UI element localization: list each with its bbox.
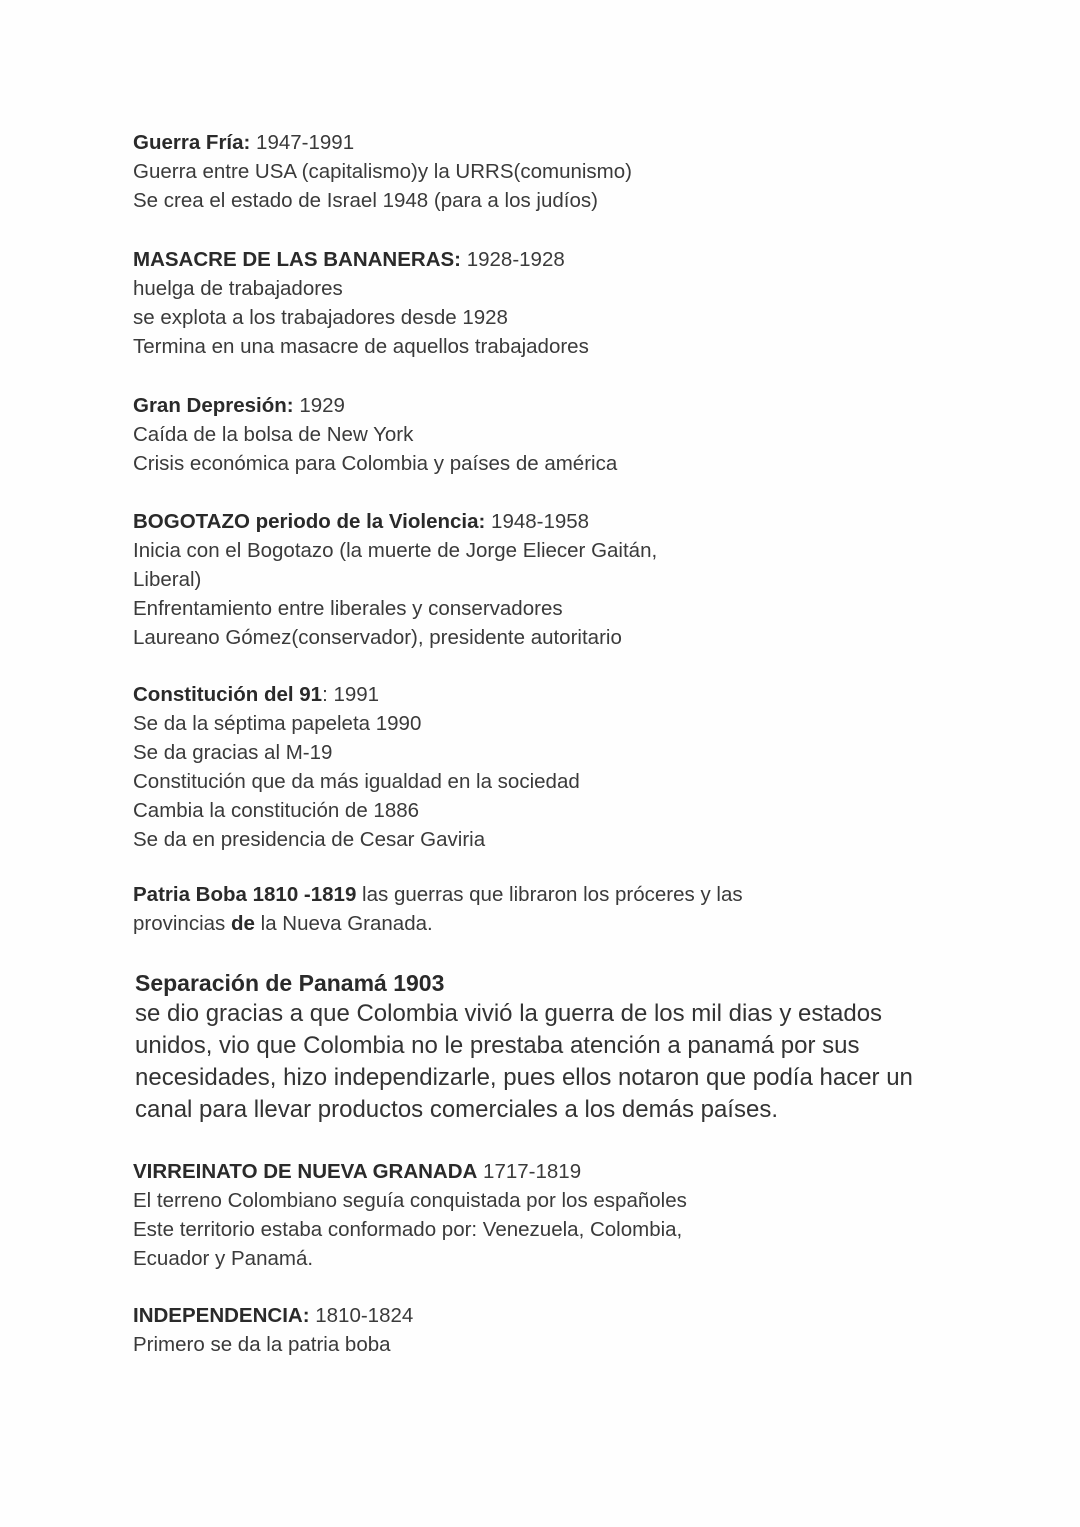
text-line: Ecuador y Panamá. [133, 1247, 314, 1270]
text-line: El terreno Colombiano seguía conquistada por los españoles [133, 1189, 687, 1212]
text-span: provincias [133, 912, 231, 935]
text-line: unidos, vio que Colombia no le prestaba atención a panamá por sus [135, 1032, 860, 1059]
heading-dates: 1810-1824 [309, 1304, 414, 1327]
section-gran-depresion [133, 391, 617, 478]
text-line [133, 909, 743, 938]
section-heading [133, 128, 632, 157]
text-line: Se crea el estado de Israel 1948 (para a los judíos) [133, 189, 598, 212]
section-guerra-fria [133, 128, 632, 215]
section-virreinato [133, 1157, 687, 1273]
text-line: Cambia la constitución de 1886 [133, 799, 420, 822]
text-line: Termina en una masacre de aquellos trabajadores [133, 335, 589, 358]
section-heading [133, 391, 617, 420]
text-line: se explota a los trabajadores desde 1928 [133, 306, 508, 329]
heading-bold: Gran Depresión: [133, 394, 294, 417]
section-bogotazo [133, 507, 657, 652]
section-masacre-bananeras [133, 245, 589, 361]
text-line: se dio gracias a que Colombia vivió la guerra de los mil dias y estados [135, 1000, 883, 1027]
section-independencia [133, 1301, 413, 1359]
heading-bold: Constitución del 91 [133, 683, 323, 706]
section-separacion-panama [135, 968, 913, 1126]
text-line: Constitución que da más igualdad en la sociedad [133, 770, 580, 793]
heading-bold: BOGOTAZO periodo de la Violencia: [133, 510, 486, 533]
text-line: necesidades, hizo independizarle, pues ellos notaron que podía hacer un [135, 1064, 913, 1091]
section-heading [133, 1301, 413, 1330]
text-line: Este territorio estaba conformado por: Venezuela, Colombia, [133, 1218, 683, 1241]
text-line: Se da en presidencia de Cesar Gaviria [133, 828, 486, 851]
text-line: Guerra entre USA (capitalismo)y la URRS(comunismo) [133, 160, 632, 183]
text-bold: de [231, 912, 255, 935]
section-heading [133, 880, 743, 909]
heading-text: las guerras que libraron los próceres y las [356, 883, 743, 906]
heading-bold: MASACRE DE LAS BANANERAS: [133, 248, 462, 271]
text-line: Crisis económica para Colombia y países de américa [133, 452, 618, 475]
text-line: Laureano Gómez(conservador), presidente autoritario [133, 626, 622, 649]
text-line: Primero se da la patria boba [133, 1333, 391, 1356]
heading-dates: 1947-1991 [250, 131, 355, 154]
heading-dates: 1717-1819 [477, 1160, 582, 1183]
text-line: Se da la séptima papeleta 1990 [133, 712, 422, 735]
heading-bold: VIRREINATO DE NUEVA GRANADA [133, 1160, 478, 1183]
section-heading [133, 245, 589, 274]
text-span: la Nueva Granada. [254, 912, 433, 935]
section-patria-boba [133, 880, 743, 938]
text-line: huelga de trabajadores [133, 277, 343, 300]
heading-bold: INDEPENDENCIA: [133, 1304, 310, 1327]
text-line: Caída de la bolsa de New York [133, 423, 414, 446]
text-line: Enfrentamiento entre liberales y conservadores [133, 597, 563, 620]
heading-dates: 1929 [293, 394, 345, 417]
heading-dates: 1928-1928 [461, 248, 565, 271]
section-heading [133, 680, 580, 709]
text-line: Se da gracias al M-19 [133, 741, 333, 764]
section-heading [133, 507, 657, 536]
heading-dates: : 1991 [322, 683, 380, 706]
text-line: Liberal) [133, 568, 202, 591]
section-heading: Separación de Panamá 1903 [135, 970, 445, 996]
heading-bold: Patria Boba 1810 -1819 [133, 883, 357, 906]
heading-dates: 1948-1958 [485, 510, 590, 533]
section-heading [133, 1157, 687, 1186]
text-line: Inicia con el Bogotazo (la muerte de Jorge Eliecer Gaitán, [133, 539, 658, 562]
text-line: canal para llevar productos comerciales a los demás países. [135, 1096, 778, 1123]
heading-bold: Guerra Fría: [133, 131, 251, 154]
section-constitucion-91 [133, 680, 580, 854]
